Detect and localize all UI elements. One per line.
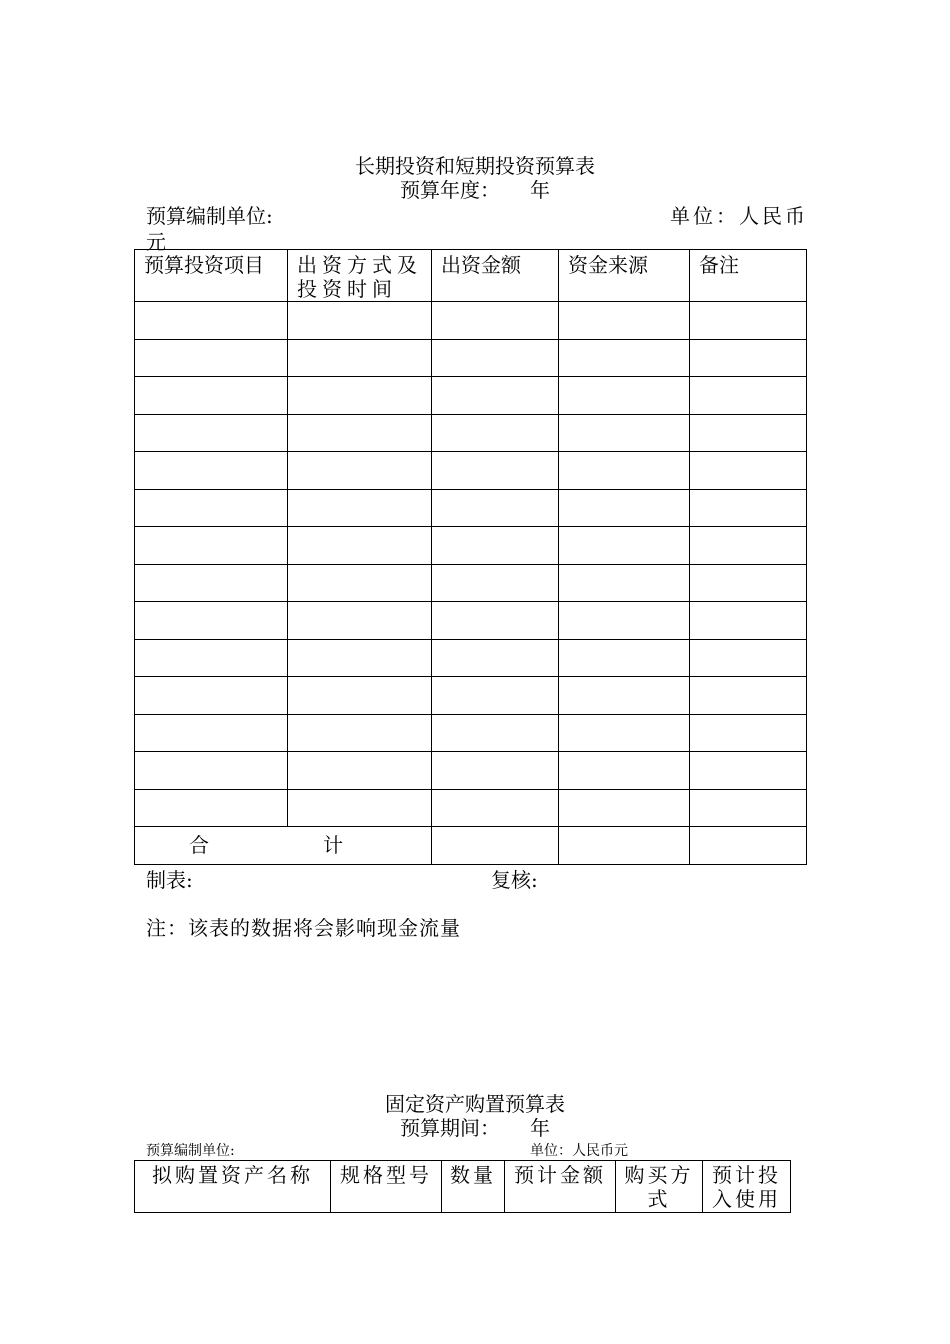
table-cell[interactable] bbox=[690, 789, 807, 827]
table-row bbox=[135, 489, 807, 527]
header-purchase-method: 购买方式 bbox=[616, 1161, 703, 1213]
table-row bbox=[135, 564, 807, 602]
form2-unit-label: 单位：人民币元 bbox=[530, 1143, 628, 1159]
table-header-row bbox=[135, 1161, 791, 1213]
table-cell[interactable] bbox=[135, 527, 288, 565]
table-cell[interactable] bbox=[432, 377, 559, 415]
table-cell[interactable] bbox=[690, 677, 807, 715]
table-cell[interactable] bbox=[135, 602, 288, 640]
form2-org-label: 预算编制单位: bbox=[146, 1143, 235, 1159]
table-cell[interactable] bbox=[288, 714, 432, 752]
table-cell[interactable] bbox=[288, 752, 432, 790]
table-cell[interactable] bbox=[432, 414, 559, 452]
table-cell[interactable] bbox=[559, 564, 690, 602]
table-cell[interactable] bbox=[288, 527, 432, 565]
table-cell[interactable] bbox=[559, 414, 690, 452]
table-row bbox=[135, 752, 807, 790]
table-cell[interactable] bbox=[135, 452, 288, 490]
total-label-he: 合 bbox=[189, 833, 209, 857]
table-cell[interactable] bbox=[432, 527, 559, 565]
long-short-investment-budget-table bbox=[134, 249, 807, 865]
table-row bbox=[135, 527, 807, 565]
reviewed-by-label: 复核: bbox=[491, 868, 538, 892]
table-cell[interactable] bbox=[288, 602, 432, 640]
table-row bbox=[135, 714, 807, 752]
table-cell[interactable] bbox=[432, 752, 559, 790]
table-cell[interactable] bbox=[559, 752, 690, 790]
table-cell[interactable] bbox=[690, 639, 807, 677]
header-amount: 出资金额 bbox=[432, 250, 559, 302]
table-cell[interactable] bbox=[690, 714, 807, 752]
table-cell[interactable] bbox=[559, 377, 690, 415]
table-cell[interactable] bbox=[288, 564, 432, 602]
table-cell[interactable] bbox=[135, 677, 288, 715]
table-cell[interactable] bbox=[559, 302, 690, 340]
table-cell[interactable] bbox=[432, 302, 559, 340]
form1-unit-label: 单位：人民币 bbox=[670, 204, 808, 228]
table-cell[interactable] bbox=[559, 677, 690, 715]
table-cell[interactable] bbox=[135, 302, 288, 340]
header-estimated-amount: 预计金额 bbox=[505, 1161, 616, 1213]
table-cell[interactable] bbox=[432, 564, 559, 602]
total-source-cell[interactable] bbox=[559, 827, 690, 865]
prepared-by-label: 制表: bbox=[146, 868, 193, 892]
total-label-cell bbox=[135, 827, 432, 865]
table-cell[interactable] bbox=[135, 639, 288, 677]
fixed-asset-purchase-budget-table bbox=[134, 1160, 791, 1213]
table-row bbox=[135, 602, 807, 640]
table-row bbox=[135, 639, 807, 677]
table-row bbox=[135, 414, 807, 452]
header-expected-in-use: 预计投入使用 bbox=[703, 1161, 791, 1213]
table-cell[interactable] bbox=[559, 489, 690, 527]
table-cell[interactable] bbox=[690, 527, 807, 565]
table-cell[interactable] bbox=[135, 339, 288, 377]
table-cell[interactable] bbox=[690, 452, 807, 490]
table-row bbox=[135, 302, 807, 340]
table-cell[interactable] bbox=[432, 677, 559, 715]
header-investment-item: 预算投资项目 bbox=[135, 250, 288, 302]
table-cell[interactable] bbox=[432, 602, 559, 640]
header-asset-name: 拟购置资产名称 bbox=[135, 1161, 331, 1213]
table-cell[interactable] bbox=[288, 302, 432, 340]
table-cell[interactable] bbox=[690, 377, 807, 415]
table-cell[interactable] bbox=[432, 339, 559, 377]
table-cell[interactable] bbox=[135, 752, 288, 790]
table-cell[interactable] bbox=[432, 489, 559, 527]
form2-title: 固定资产购置预算表 bbox=[385, 1092, 565, 1116]
table-cell[interactable] bbox=[288, 789, 432, 827]
header-spec-model: 规格型号 bbox=[331, 1161, 442, 1213]
table-cell[interactable] bbox=[690, 564, 807, 602]
table-cell[interactable] bbox=[288, 489, 432, 527]
header-fund-source: 资金来源 bbox=[559, 250, 690, 302]
table-cell[interactable] bbox=[288, 639, 432, 677]
table-cell[interactable] bbox=[288, 339, 432, 377]
table-cell[interactable] bbox=[559, 789, 690, 827]
total-remarks-cell[interactable] bbox=[690, 827, 807, 865]
table-cell[interactable] bbox=[690, 302, 807, 340]
table-cell[interactable] bbox=[135, 564, 288, 602]
table-row bbox=[135, 377, 807, 415]
form1-title: 长期投资和短期投资预算表 bbox=[355, 154, 595, 178]
table-cell[interactable] bbox=[559, 339, 690, 377]
cash-flow-note: 注：该表的数据将会影响现金流量 bbox=[146, 916, 461, 940]
form1-unit-label-cont: 元 bbox=[146, 230, 166, 254]
table-cell[interactable] bbox=[432, 639, 559, 677]
header-method-and-time: 出资方式及投资时间 bbox=[288, 250, 432, 302]
table-cell[interactable] bbox=[288, 377, 432, 415]
table-cell[interactable] bbox=[288, 677, 432, 715]
table-cell[interactable] bbox=[690, 752, 807, 790]
table-row bbox=[135, 339, 807, 377]
total-amount-cell[interactable] bbox=[432, 827, 559, 865]
table-cell[interactable] bbox=[690, 602, 807, 640]
table-cell[interactable] bbox=[135, 789, 288, 827]
total-label-ji: 计 bbox=[323, 833, 343, 857]
table-cell[interactable] bbox=[690, 339, 807, 377]
table-cell[interactable] bbox=[559, 602, 690, 640]
table-cell[interactable] bbox=[288, 414, 432, 452]
table-row bbox=[135, 452, 807, 490]
table-cell[interactable] bbox=[432, 452, 559, 490]
table-cell[interactable] bbox=[559, 452, 690, 490]
table-row bbox=[135, 677, 807, 715]
table-cell[interactable] bbox=[432, 714, 559, 752]
table-cell[interactable] bbox=[135, 377, 288, 415]
table-cell[interactable] bbox=[690, 489, 807, 527]
form1-year-label: 预算年度： 年 bbox=[400, 178, 550, 202]
table-cell[interactable] bbox=[559, 527, 690, 565]
table-header-row bbox=[135, 250, 807, 302]
table-cell[interactable] bbox=[559, 639, 690, 677]
total-row bbox=[135, 827, 807, 865]
table-cell[interactable] bbox=[135, 714, 288, 752]
table-cell[interactable] bbox=[432, 789, 559, 827]
table-cell[interactable] bbox=[135, 414, 288, 452]
header-quantity: 数量 bbox=[442, 1161, 505, 1213]
form1-org-label: 预算编制单位: bbox=[146, 204, 273, 228]
table-cell[interactable] bbox=[135, 489, 288, 527]
table-cell[interactable] bbox=[690, 414, 807, 452]
table-cell[interactable] bbox=[288, 452, 432, 490]
header-remarks: 备注 bbox=[690, 250, 807, 302]
table-cell[interactable] bbox=[559, 714, 690, 752]
table-row bbox=[135, 789, 807, 827]
form2-period-label: 预算期间： 年 bbox=[400, 1116, 550, 1140]
